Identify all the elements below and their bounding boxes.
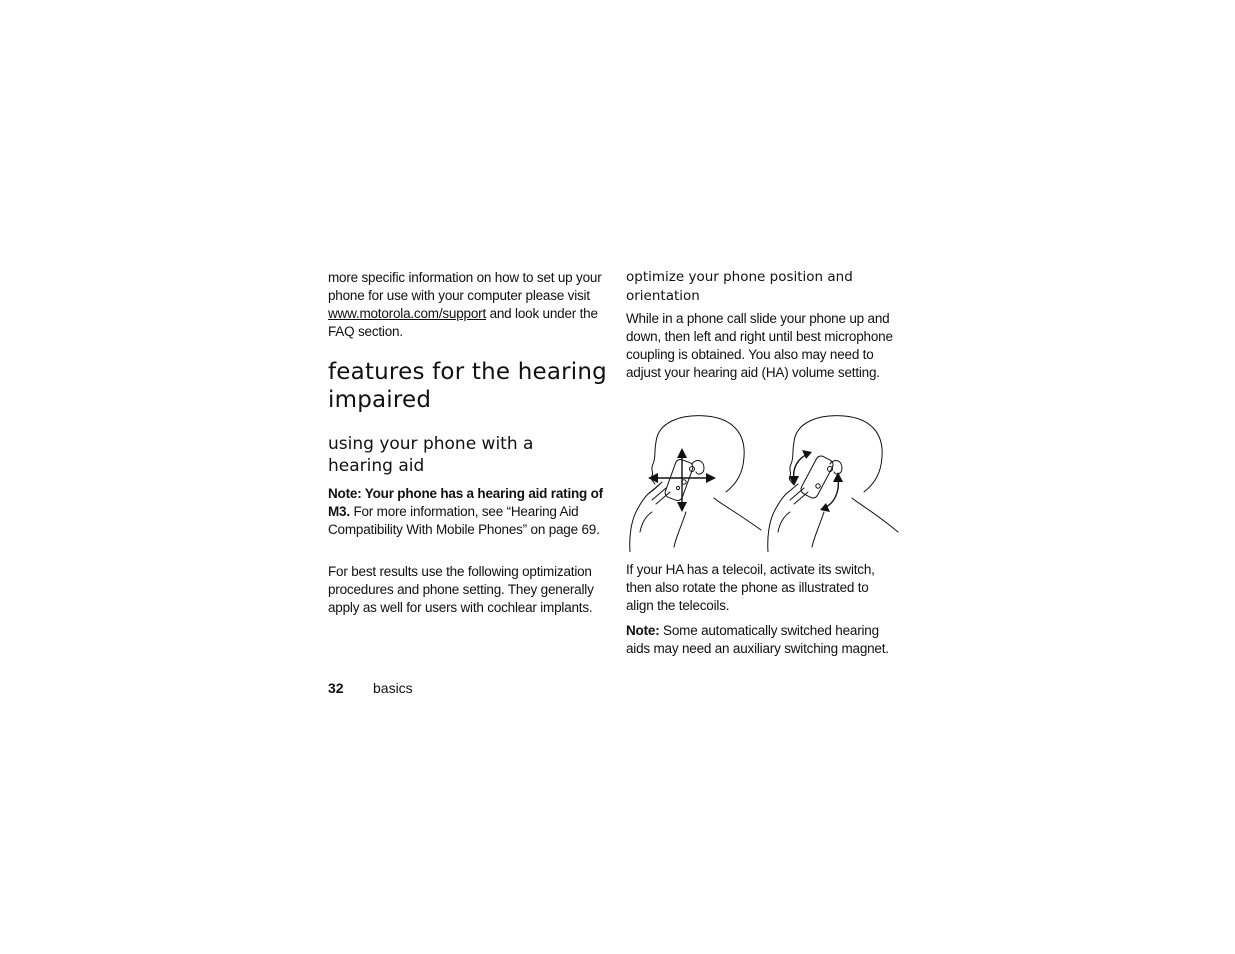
position-paragraph bbox=[626, 310, 898, 382]
intro-text-end: and look under the FAQ section. bbox=[328, 306, 598, 339]
magnet-note-label: Note: bbox=[626, 623, 660, 638]
intro-paragraph bbox=[328, 269, 603, 341]
telecoil-text: If your HA has a telecoil, activate its switch, then also rotate the phone as illustrated to align the telecoils. bbox=[626, 562, 875, 613]
telecoil-paragraph bbox=[626, 561, 898, 615]
head-figure-slide bbox=[630, 416, 761, 552]
subsection-heading-hearing-aid: using your phone with a hearing aid bbox=[328, 434, 534, 476]
phone-position-illustration bbox=[626, 412, 900, 552]
intro-text: more specific information on how to set up your phone for use with your computer please visit bbox=[328, 270, 602, 303]
head-figure-rotate bbox=[768, 416, 898, 552]
subsection-heading-position: optimize your phone position and orientation bbox=[626, 269, 853, 304]
note-text: For more information, see “Hearing Aid Compatibility With Mobile Phones” on page 69. bbox=[328, 504, 600, 537]
note-label: Note: Your phone has a hearing aid rating of M3. bbox=[328, 486, 603, 519]
section-heading: features for the hearing impaired bbox=[328, 359, 607, 413]
page-number: 32 bbox=[328, 680, 344, 696]
position-text: While in a phone call slide your phone up and down, then left and right until best microphone coupling is obtained. You also may need to adjust your hearing aid (HA) volume setting. bbox=[626, 311, 893, 380]
section-name: basics bbox=[373, 680, 413, 696]
optimization-paragraph bbox=[328, 563, 603, 617]
magnet-note bbox=[626, 622, 898, 658]
support-link[interactable]: www.motorola.com/support bbox=[328, 306, 487, 321]
optimization-text: For best results use the following optimization procedures and phone setting. They generally apply as well for users with cochlear implants. bbox=[328, 564, 594, 615]
magnet-note-text: Some automatically switched hearing aids may need an auxiliary switching magnet. bbox=[626, 623, 889, 656]
hearing-aid-rating-note bbox=[328, 485, 603, 539]
